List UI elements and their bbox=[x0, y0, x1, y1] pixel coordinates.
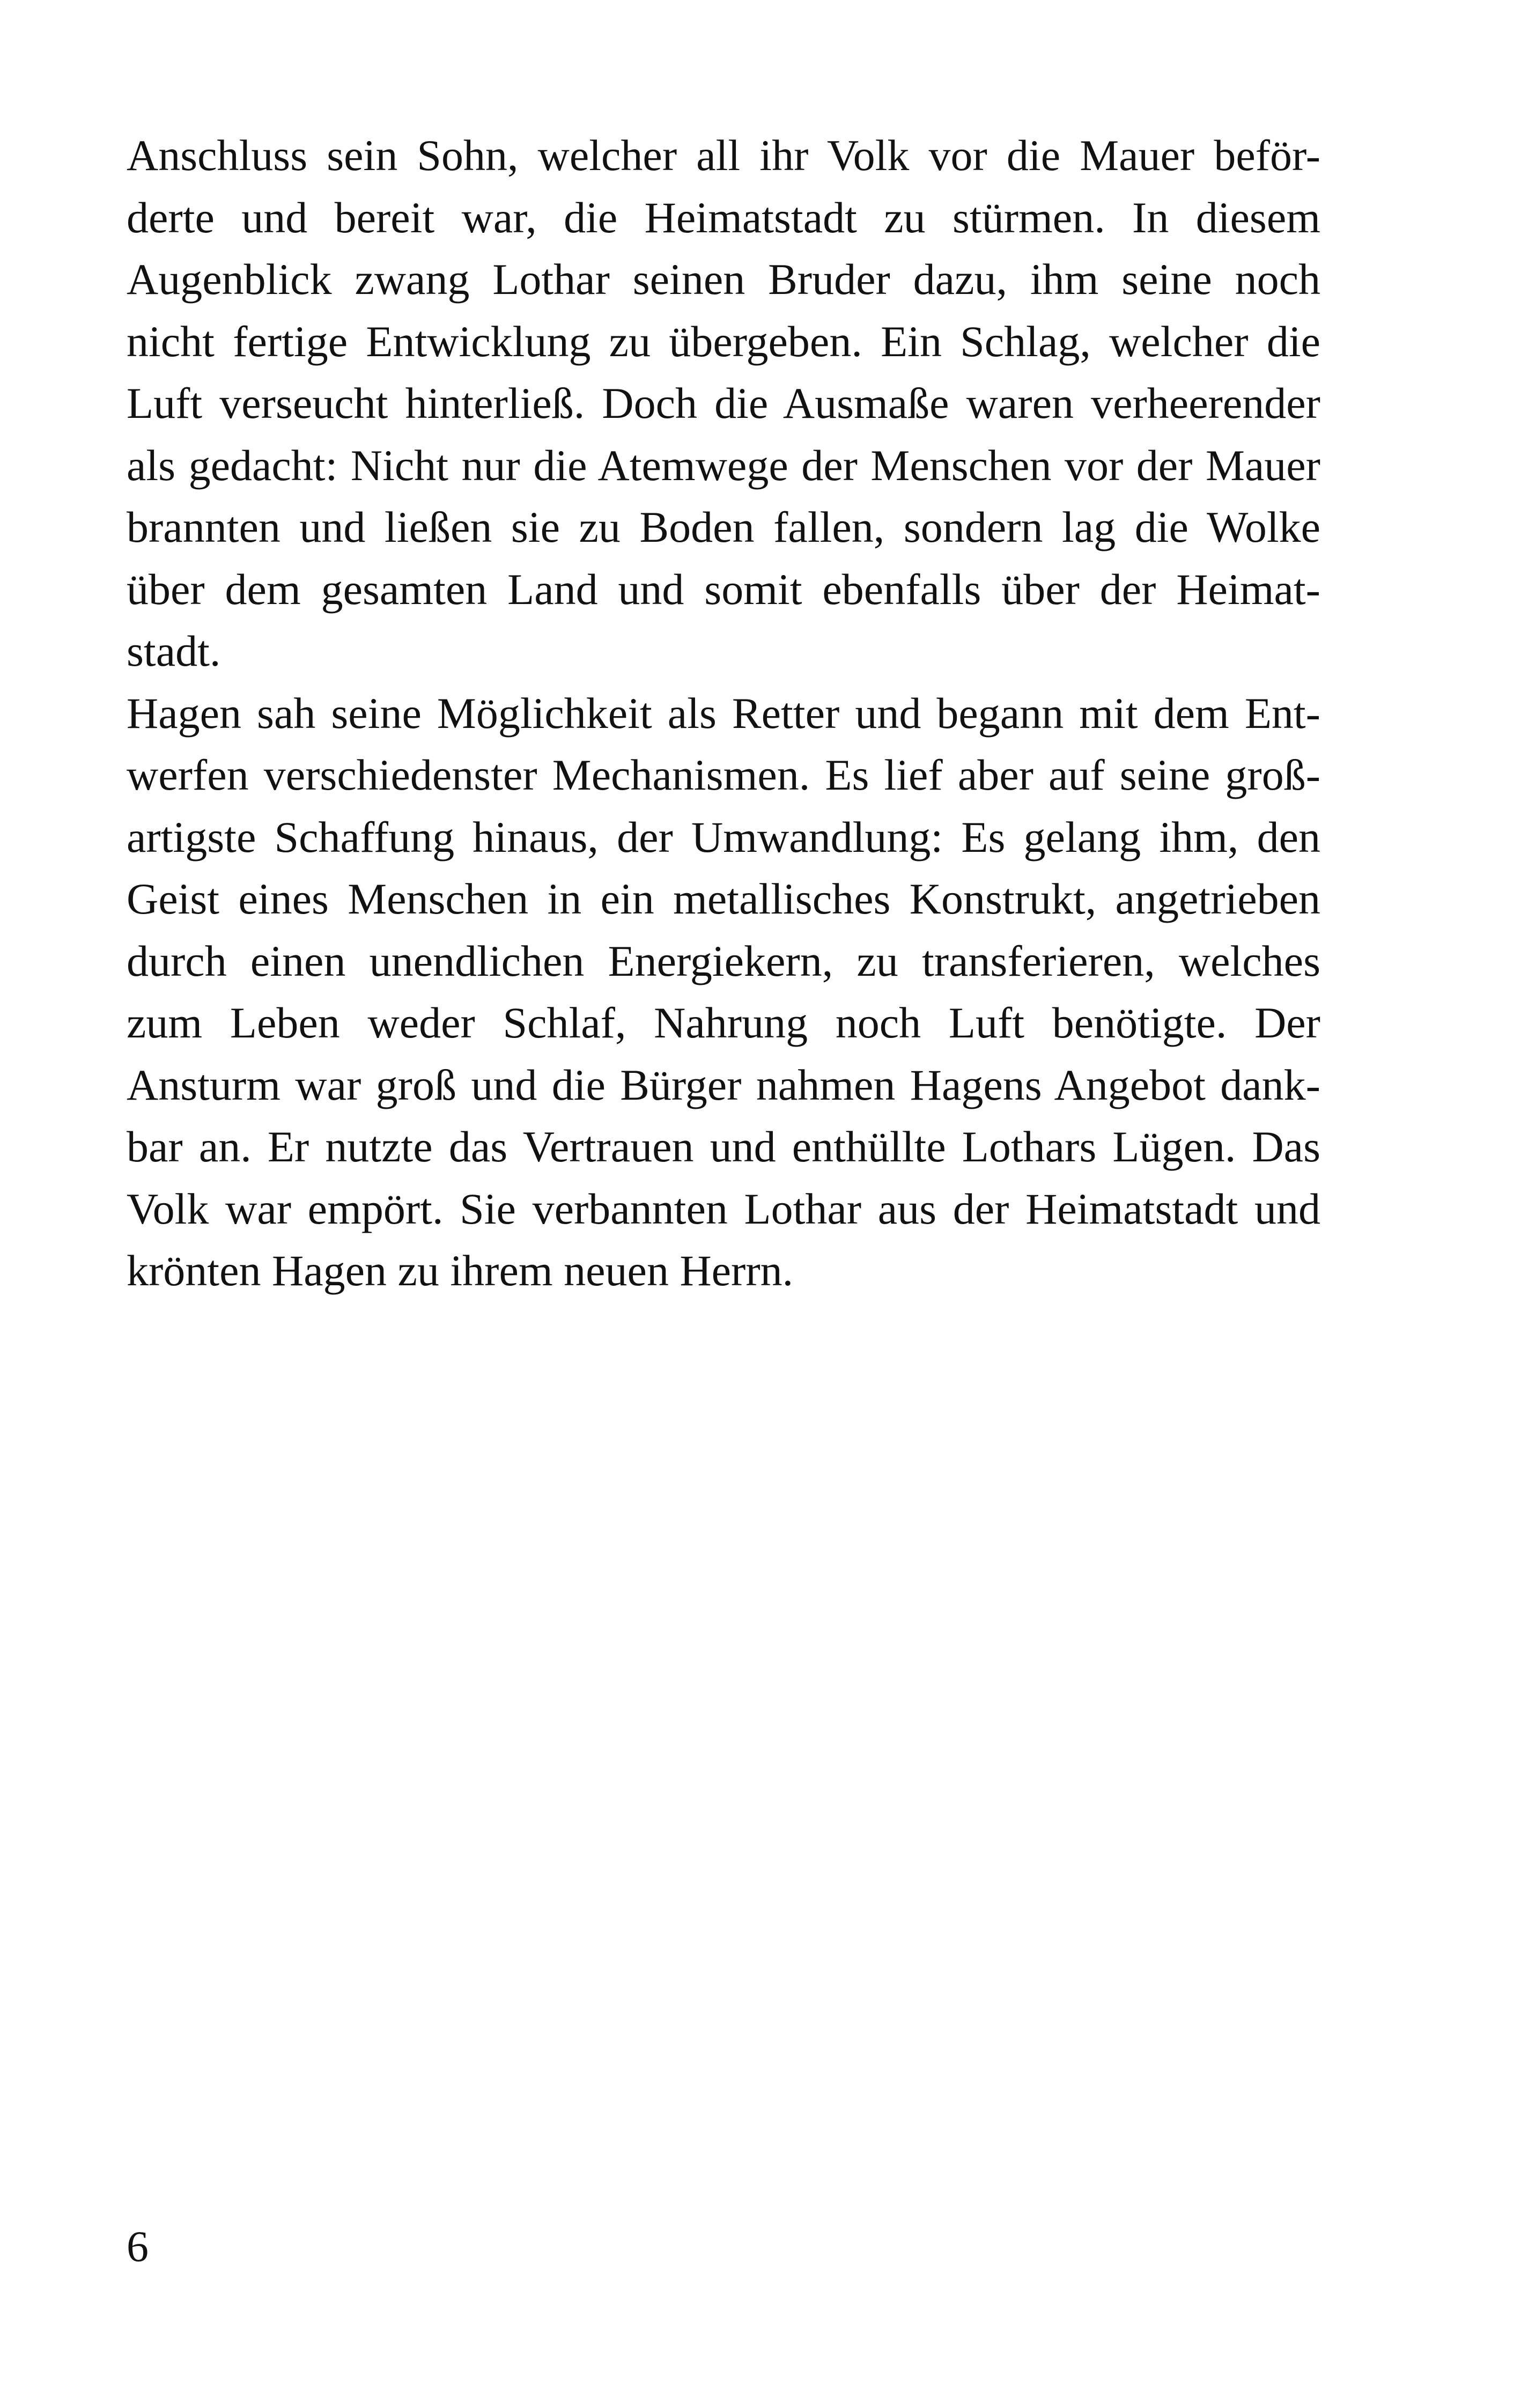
text-line: krönten Hagen zu ihrem neuen Herrn. bbox=[127, 1246, 794, 1295]
text-line: zum Leben weder Schlaf, Nahrung noch Luft benötigte. Der bbox=[127, 998, 1320, 1047]
page-number: 6 bbox=[127, 2222, 149, 2271]
text-line: Geist eines Menschen in ein metallisches Konstrukt, angetrieben bbox=[127, 874, 1320, 923]
text-line: Volk war empört. Sie verbannten Lothar aus der Heimatstadt und bbox=[127, 1184, 1320, 1233]
text-line: über dem gesamten Land und somit ebenfalls über der Heimat- bbox=[127, 564, 1320, 614]
paragraph-1 bbox=[127, 124, 1320, 682]
text-line: stadt. bbox=[127, 627, 221, 675]
text-line: brannten und ließen sie zu Boden fallen, sondern lag die Wolke bbox=[127, 503, 1320, 551]
text-line: Augenblick zwang Lothar seinen Bruder dazu, ihm seine noch bbox=[127, 255, 1320, 304]
text-line: artigste Schaffung hinaus, der Umwandlung: Es gelang ihm, den bbox=[127, 812, 1320, 861]
text-line: werfen verschiedenster Mechanismen. Es lief aber auf seine groß- bbox=[127, 750, 1320, 799]
text-line: Hagen sah seine Möglichkeit als Retter und begann mit dem Ent- bbox=[127, 688, 1320, 738]
text-line: nicht fertige Entwicklung zu übergeben. Ein Schlag, welcher die bbox=[127, 316, 1320, 366]
text-line: durch einen unendlichen Energiekern, zu transferieren, welches bbox=[127, 936, 1320, 985]
paragraph-2 bbox=[127, 682, 1320, 1302]
text-line: derte und bereit war, die Heimatstadt zu stürmen. In diesem bbox=[127, 193, 1320, 242]
text-line: bar an. Er nutzte das Vertrauen und enthüllte Lothars Lügen. Das bbox=[127, 1122, 1320, 1171]
text-line: als gedacht: Nicht nur die Atemwege der Menschen vor der Mauer bbox=[127, 440, 1320, 490]
text-line: Luft verseucht hinterließ. Doch die Ausmaße waren verheerender bbox=[127, 379, 1320, 428]
body-text bbox=[127, 124, 1320, 1302]
text-line: Anschluss sein Sohn, welcher all ihr Volk vor die Mauer beför- bbox=[127, 131, 1320, 180]
text-line: Ansturm war groß und die Bürger nahmen Hagens Angebot dank- bbox=[127, 1060, 1320, 1109]
